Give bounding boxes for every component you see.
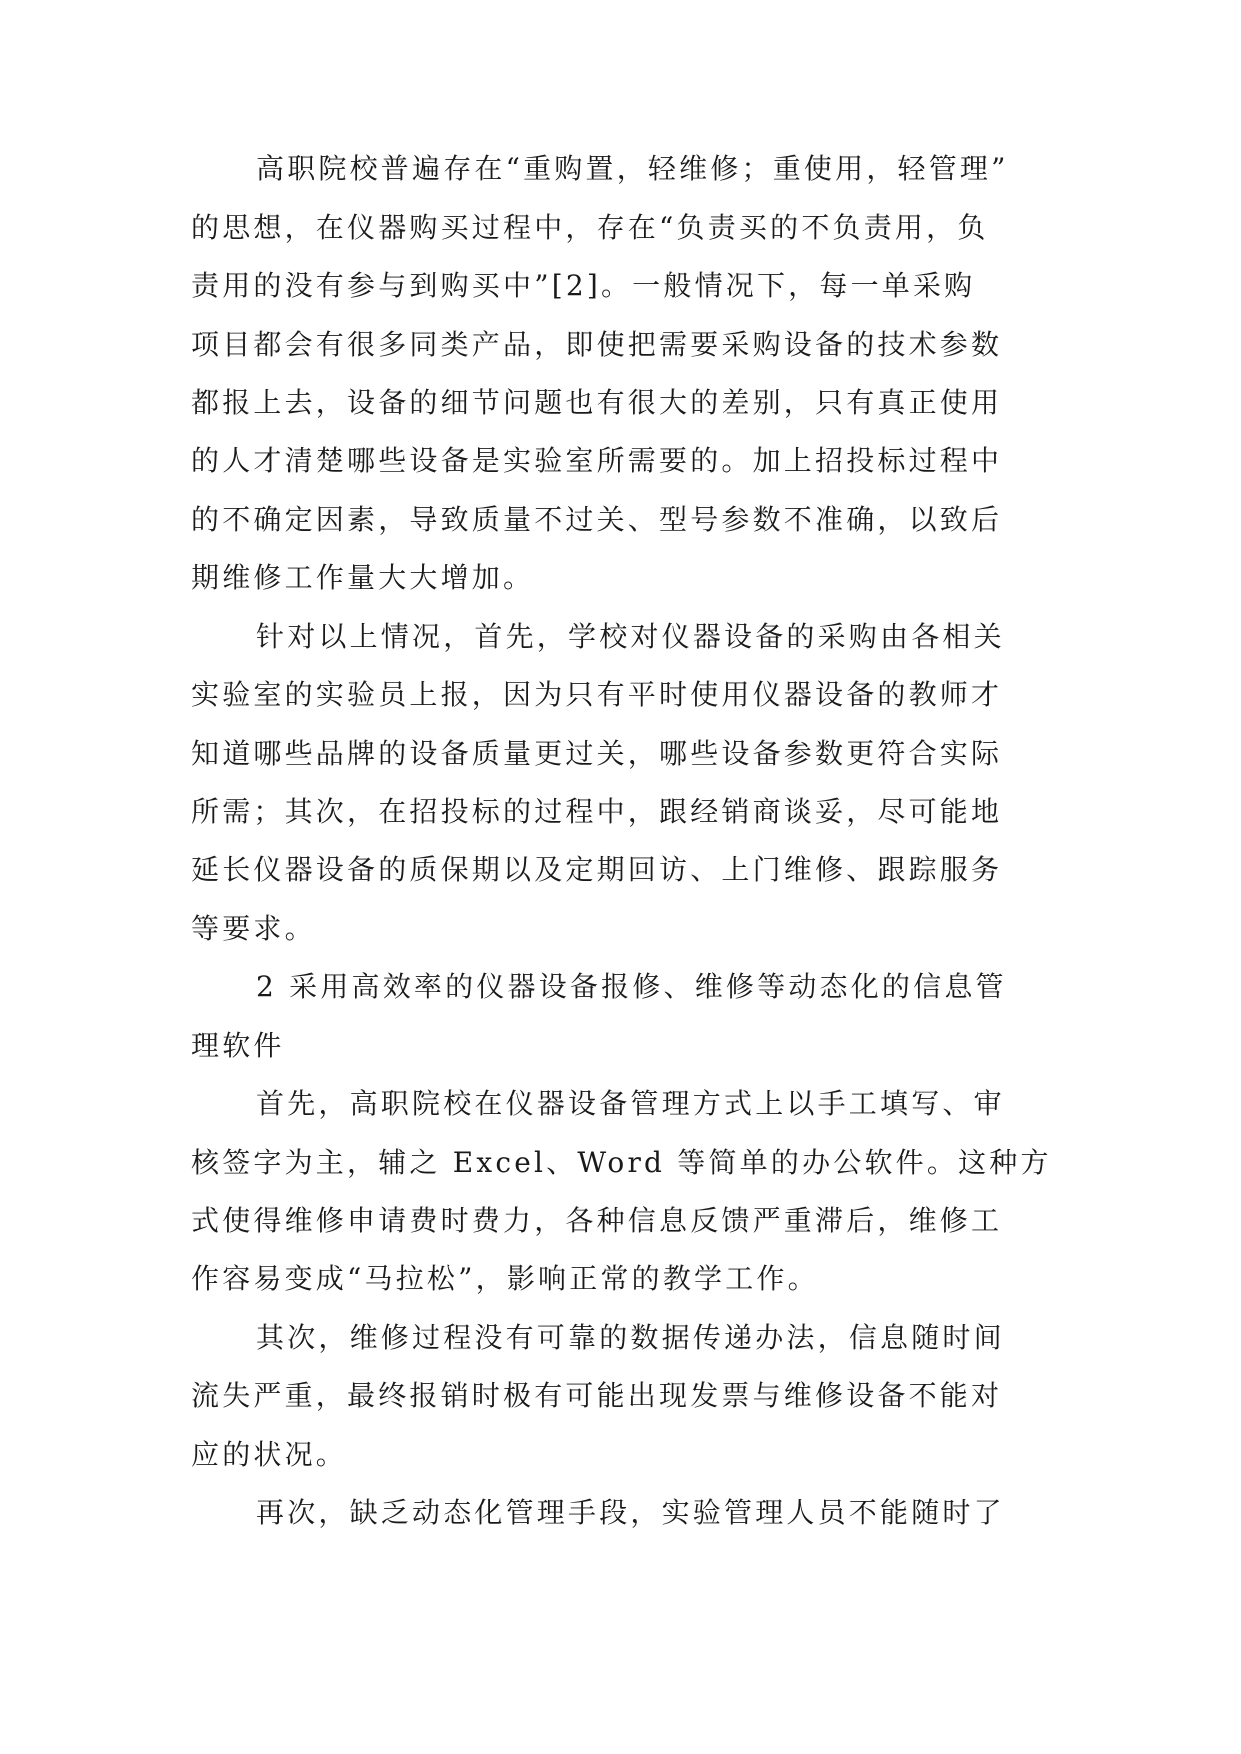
section-heading-line-2: 理软件 bbox=[191, 1029, 285, 1062]
paragraph-1-line-4: 项目都会有很多同类产品，即使把需要采购设备的技术参数 bbox=[191, 328, 1003, 361]
paragraph-2-line-6: 等要求。 bbox=[191, 912, 316, 945]
paragraph-3-line-4: 作容易变成“马拉松”，影响正常的教学工作。 bbox=[191, 1262, 819, 1295]
paragraph-1-line-7: 的不确定因素，导致质量不过关、型号参数不准确，以致后 bbox=[191, 503, 1003, 536]
paragraph-1-line-6: 的人才清楚哪些设备是实验室所需要的。加上招投标过程中 bbox=[191, 444, 1003, 477]
paragraph-1-line-1: 高职院校普遍存在“重购置，轻维修；重使用，轻管理” bbox=[256, 152, 1009, 185]
paragraph-5-line-1: 再次，缺乏动态化管理手段，实验管理人员不能随时了 bbox=[256, 1496, 1005, 1529]
paragraph-4-line-2: 流失严重，最终报销时极有可能出现发票与维修设备不能对 bbox=[191, 1379, 1003, 1412]
paragraph-4-line-1: 其次，维修过程没有可靠的数据传递办法，信息随时间 bbox=[256, 1321, 1005, 1354]
paragraph-4-line-3: 应的状况。 bbox=[191, 1438, 348, 1471]
section-heading-line-1: 2 采用高效率的仪器设备报修、维修等动态化的信息管 bbox=[256, 970, 1007, 1003]
paragraph-2-line-4: 所需；其次，在招投标的过程中，跟经销商谈妥，尽可能地 bbox=[191, 795, 1003, 828]
paragraph-1-line-8: 期维修工作量大大增加。 bbox=[191, 561, 535, 594]
paragraph-3-line-3: 式使得维修申请费时费力，各种信息反馈严重滞后，维修工 bbox=[191, 1204, 1003, 1237]
paragraph-2-line-2: 实验室的实验员上报，因为只有平时使用仪器设备的教师才 bbox=[191, 678, 1003, 711]
paragraph-1-line-3: 责用的没有参与到购买中”[2]。一般情况下，每一单采购 bbox=[191, 269, 976, 302]
paragraph-1-line-2: 的思想，在仪器购买过程中，存在“负责买的不负责用，负 bbox=[191, 211, 989, 244]
paragraph-3-line-1: 首先，高职院校在仪器设备管理方式上以手工填写、审 bbox=[256, 1087, 1005, 1120]
paragraph-2-line-5: 延长仪器设备的质保期以及定期回访、上门维修、跟踪服务 bbox=[191, 853, 1003, 886]
paragraph-2-line-1: 针对以上情况，首先，学校对仪器设备的采购由各相关 bbox=[256, 620, 1005, 653]
paragraph-3-line-2: 核签字为主，辅之 Excel、Word 等简单的办公软件。这种方 bbox=[191, 1146, 1052, 1179]
paragraph-1-line-5: 都报上去，设备的细节问题也有很大的差别，只有真正使用 bbox=[191, 386, 1003, 419]
paragraph-2-line-3: 知道哪些品牌的设备质量更过关，哪些设备参数更符合实际 bbox=[191, 737, 1003, 770]
